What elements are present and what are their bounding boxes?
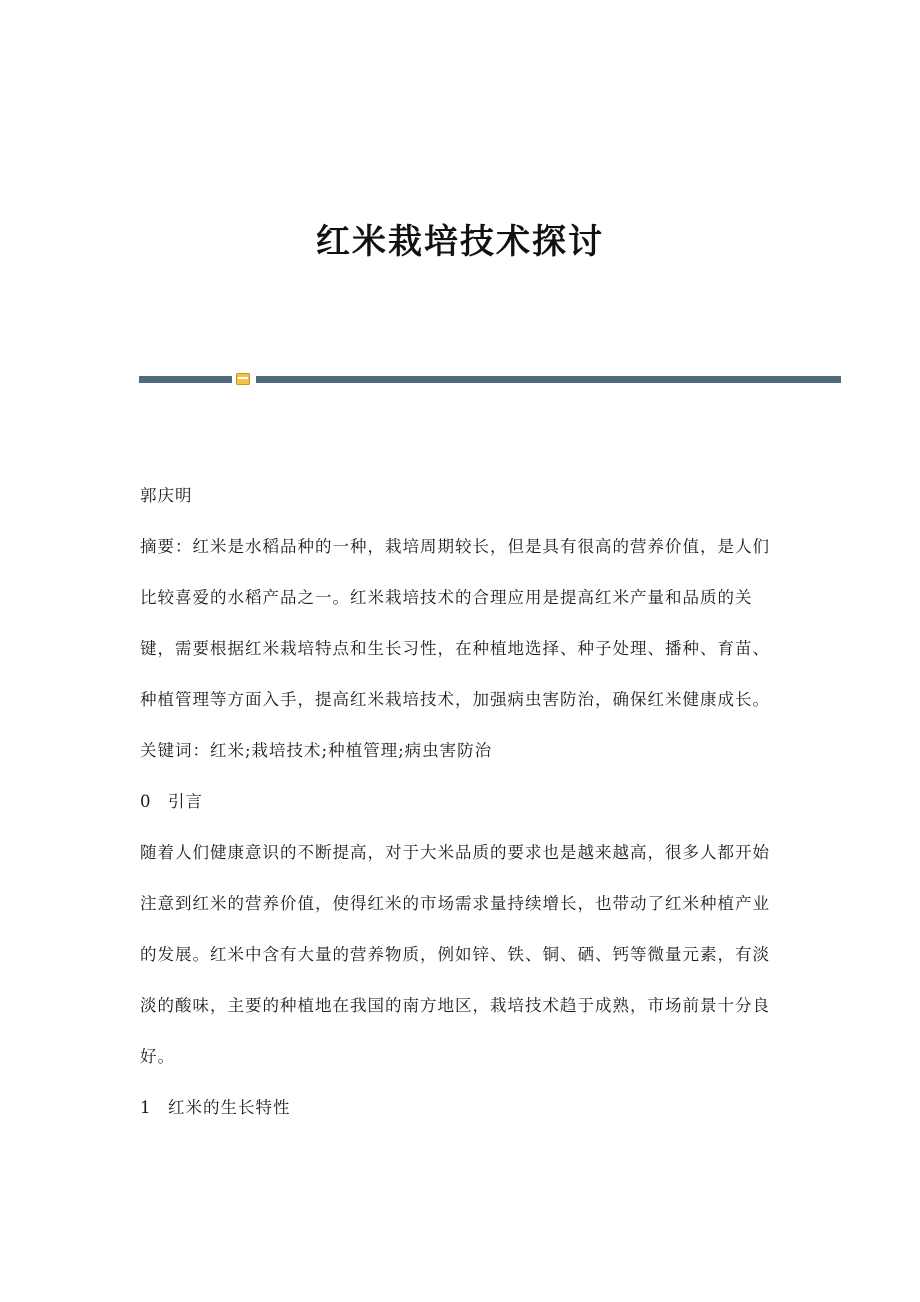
divider-bar-right [256,376,841,383]
document-body [140,470,780,1133]
section-heading-intro [140,776,780,827]
divider-ornament-icon [236,373,250,385]
author: 郭庆明 [140,486,193,505]
keywords: 关键词：红米;栽培技术;种植管理;病虫害防治 [140,741,493,760]
section-number: 1 [140,1098,152,1117]
section-title: 红米的生长特性 [168,1098,291,1117]
title-divider [139,372,841,386]
section-body-intro: 随着人们健康意识的不断提高，对于大米品质的要求也是越来越高，很多人都开始注意到红米的营养价值，使得红米的市场需求量持续增长，也带动了红米种植产业的发展。红米中含有大量的营养物质，例如锌、铁、铜、硒、钙等微量元素，有淡淡的酸味，主要的种植地在我国的南方地区，栽培技术趋于成熟，市场前景十分良好。 [140,843,770,1066]
section-title: 引言 [168,792,203,811]
abstract: 摘要：红米是水稻品种的一种，栽培周期较长，但是具有很高的营养价值，是人们比较喜爱的水稻产品之一。红米栽培技术的合理应用是提高红米产量和品质的关键，需要根据红米栽培特点和生长习性，在种植地选择、种子处理、播种、育苗、种植管理等方面入手，提高红米栽培技术，加强病虫害防治，确保红米健康成长。 [140,537,770,709]
page-title: 红米栽培技术探讨 [316,222,604,262]
section-number: 0 [140,792,152,811]
divider-bar-left [139,376,232,383]
section-heading-growth [140,1082,780,1133]
